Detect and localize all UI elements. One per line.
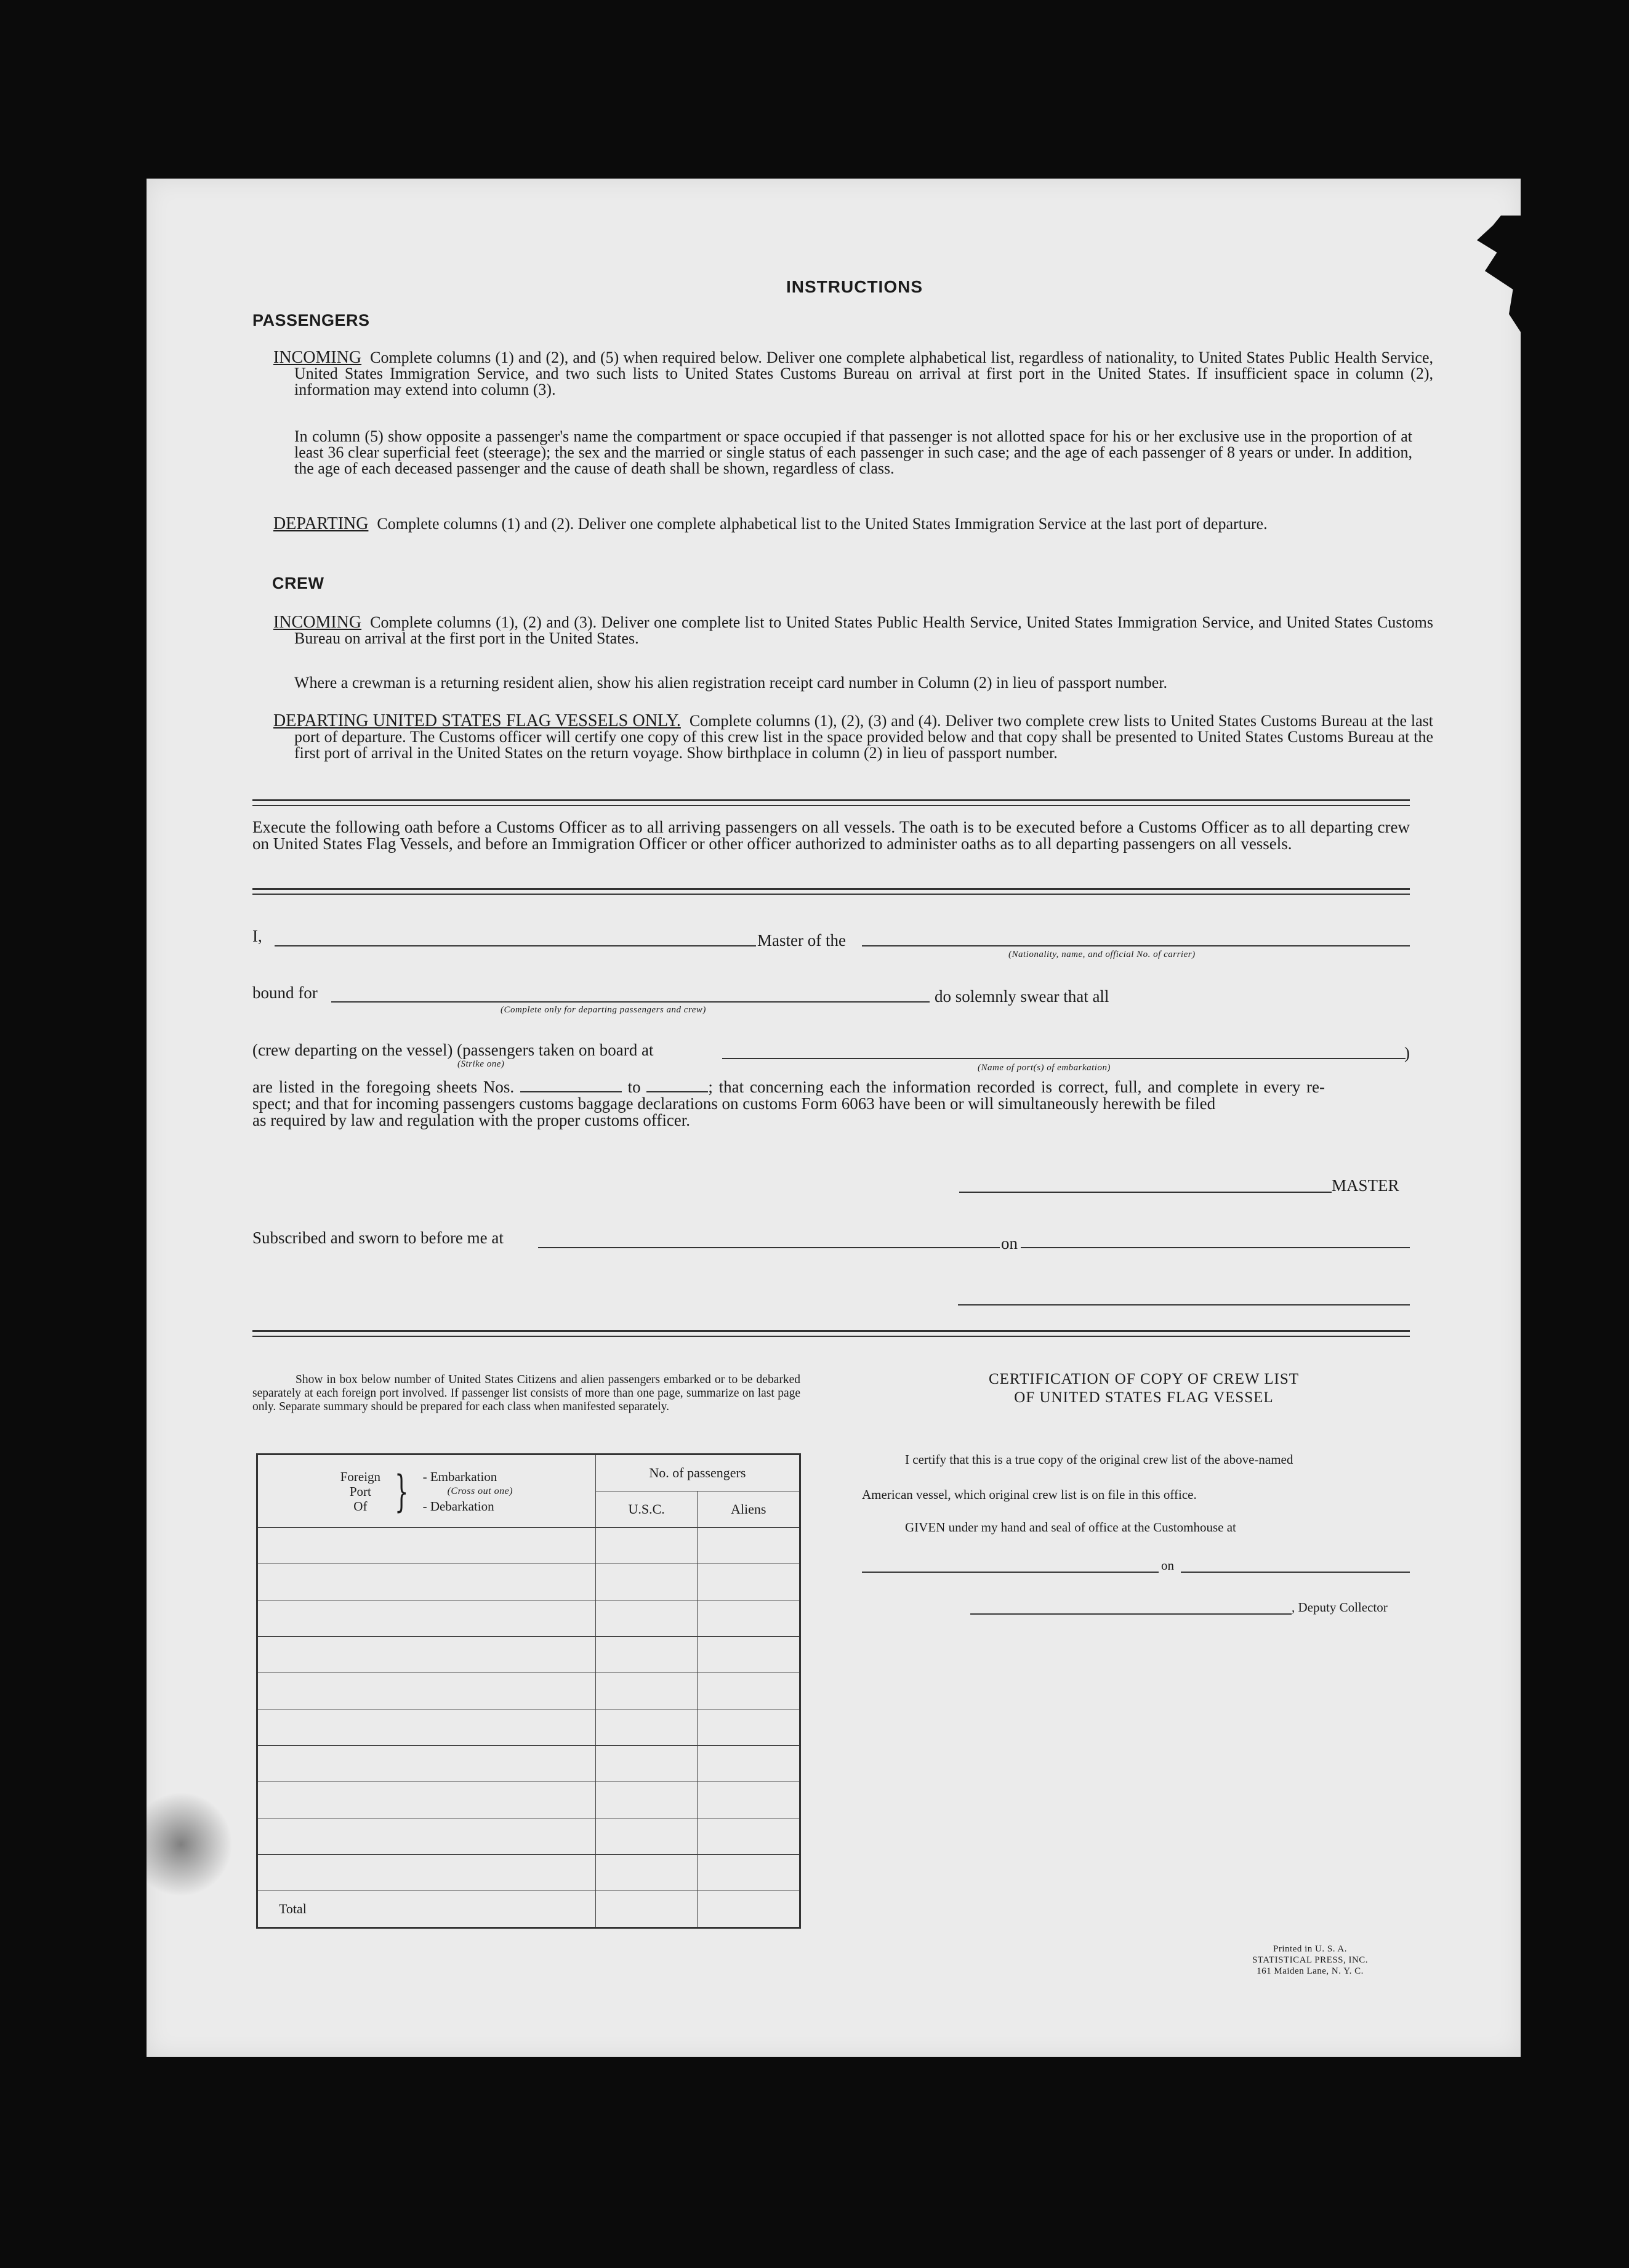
aliens-header: Aliens [698, 1491, 800, 1528]
sworn-date-field[interactable] [1021, 1247, 1410, 1248]
passengers-departing-paragraph [273, 516, 1433, 532]
certification-title-line1: CERTIFICATION OF COPY OF CREW LIST [988, 1371, 1300, 1387]
passengers-incoming-label: INCOMING [273, 348, 362, 367]
of-label: Of [353, 1498, 368, 1514]
officer-signature-field[interactable] [958, 1304, 1410, 1306]
table-header-row [257, 1455, 800, 1491]
oath-i-label: I, [252, 927, 262, 945]
bound-for-hint: (Complete only for departing passengers and crew) [501, 1005, 706, 1015]
sheet-to-field[interactable] [646, 1091, 708, 1092]
crew-incoming-text: Complete columns (1), (2) and (3). Deliver one complete list to United States Public Health Service, United States Immigration Service, and United States Customs Bureau on arrival at the first port in the United States. [294, 613, 1433, 647]
foreign-port-header [257, 1455, 596, 1528]
swear-text: do solemnly swear that all [935, 987, 1109, 1006]
instructions-title: INSTRUCTIONS [786, 277, 923, 296]
crew-departing-label: DEPARTING UNITED STATES FLAG VESSELS ONLY. [273, 711, 681, 730]
printer-line1: Printed in U. S. A. [1273, 1944, 1347, 1954]
table-row[interactable] [257, 1746, 800, 1782]
nationality-hint: (Nationality, name, and official No. of carrier) [1008, 950, 1196, 959]
crew-heading: CREW [272, 574, 324, 592]
master-signature-field[interactable] [959, 1192, 1332, 1193]
debarkation-label: - Debarkation [422, 1498, 494, 1514]
sworn-on-label: on [1001, 1234, 1018, 1253]
given-text: GIVEN under my hand and seal of office at the Customhouse at [905, 1520, 1236, 1535]
sheet-from-field[interactable] [520, 1091, 622, 1092]
cert-on-label: on [1161, 1558, 1174, 1573]
american-vessel-text: American vessel, which original crew list is on file in this office. [862, 1487, 1197, 1502]
crew-incoming-paragraph [273, 615, 1433, 647]
table-row[interactable] [257, 1855, 800, 1891]
section-divider [252, 888, 1410, 895]
cross-out-hint: (Cross out one) [447, 1485, 513, 1496]
deputy-collector-label: , Deputy Collector [1292, 1600, 1388, 1615]
section-divider [252, 1330, 1410, 1337]
crew-departing-paragraph [273, 713, 1433, 761]
passengers-departing-label: DEPARTING [273, 514, 369, 533]
crew-incoming-label: INCOMING [273, 613, 362, 632]
close-paren: ) [1404, 1044, 1410, 1062]
section-divider [252, 799, 1410, 806]
certification-title-line2: OF UNITED STATES FLAG VESSEL [1014, 1389, 1274, 1406]
sworn-place-field[interactable] [538, 1247, 1000, 1248]
embarkation-hint: (Name of port(s) of embarkation) [978, 1063, 1111, 1073]
strike-one-hint: (Strike one) [457, 1059, 505, 1069]
crew-departing-option[interactable]: (crew departing on the vessel) [252, 1041, 453, 1059]
form-sheet [147, 179, 1521, 2057]
deputy-collector-signature-field[interactable] [970, 1613, 1292, 1615]
passengers-incoming-text: Complete columns (1) and (2), and (5) when required below. Deliver one complete alphabetical list, regardless of nationality, to United States Public Health Service, United States Immigration Service, and two such lists to United States Customs Bureau on arrival at first port in the United States. If insufficient space in column (2), information may extend into column (3). [294, 349, 1433, 398]
crew-passengers-line [252, 1041, 654, 1060]
embarkation-label: - Embarkation [422, 1469, 497, 1484]
table-row[interactable] [257, 1818, 800, 1855]
passengers-heading: PASSENGERS [252, 311, 370, 329]
total-row[interactable] [257, 1891, 800, 1928]
table-row[interactable] [257, 1782, 800, 1818]
oath-line-3: as required by law and regulation with the proper customs officer. [252, 1111, 691, 1129]
port-label: Port [349, 1483, 371, 1499]
master-label: MASTER [1332, 1176, 1399, 1195]
listed-prefix: are listed in the foregoing sheets Nos. [252, 1078, 515, 1096]
printer-imprint [1218, 1943, 1402, 1977]
table-row[interactable] [257, 1637, 800, 1673]
customhouse-field[interactable] [862, 1572, 1159, 1573]
to-label: to [627, 1078, 641, 1096]
brace-icon: } [395, 1466, 409, 1517]
oath-instruction: Execute the following oath before a Customs Officer as to all arriving passengers on all vessels. The oath is to be executed before a Customs Officer as to all departing crew on United States Flag Vessels, and before an Immigration Officer or other officer authorized to administer oaths as to all departing passengers on all vessels. [252, 818, 1410, 853]
listed-sentence [252, 1079, 1410, 1129]
master-name-field[interactable] [275, 945, 756, 946]
resident-alien-paragraph: Where a crewman is a returning resident alien, show his alien registration receipt card number in Column (2) in lieu of passport number. [294, 674, 1168, 692]
listed-suffix: ; that concerning each the information recorded is correct, full, and complete in every re- [708, 1078, 1325, 1096]
carrier-field[interactable] [862, 945, 1410, 946]
bound-for-label: bound for [252, 983, 318, 1002]
table-row[interactable] [257, 1564, 800, 1600]
passengers-departing-text: Complete columns (1) and (2). Deliver one complete alphabetical list to the United States Immigration Service at the last port of departure. [377, 515, 1268, 533]
master-of-the-label: Master of the [757, 931, 846, 950]
certify-text: I certify that this is a true copy of the original crew list of the above-named [905, 1452, 1293, 1467]
torn-corner [1453, 216, 1533, 339]
cert-date-field[interactable] [1181, 1572, 1410, 1573]
ink-smudge [147, 1792, 233, 1897]
column5-paragraph: In column (5) show opposite a passenger's name the compartment or space occupied if that passenger is not allotted space for his or her exclusive use in the proportion of at least 36 clear superficial feet (steerage); the sex and the married or single status of each passenger in such case; and the age of each passenger of 8 years or under. In addition, the age of each deceased passenger and the cause of death shall be shown, regardless of class. [294, 427, 1412, 477]
certification-title [910, 1370, 1378, 1407]
foreign-label: Foreign [340, 1469, 381, 1484]
table-row[interactable] [257, 1673, 800, 1709]
printer-line3: 161 Maiden Lane, N. Y. C. [1257, 1966, 1364, 1976]
total-label: Total [257, 1891, 596, 1928]
bound-for-field[interactable] [331, 1001, 930, 1003]
oath-line-2: spect; and that for incoming passengers customs baggage declarations on customs Form 6063 have been or will simultaneously herewith be filed [252, 1094, 1216, 1113]
passengers-incoming-paragraph [273, 350, 1433, 398]
table-row[interactable] [257, 1528, 800, 1564]
subscribed-label: Subscribed and sworn to before me at [252, 1229, 504, 1247]
summary-instructions: Show in box below number of United States Citizens and alien passengers embarked or to be debarked separately at each foreign port involved. If passenger list consists of more than one page, summarize on last page only. Separate summary should be prepared for each class when manifested separately. [252, 1373, 800, 1413]
passengers-taken-option[interactable]: (passengers taken on board at [457, 1041, 654, 1059]
no-of-passengers-header: No. of passengers [595, 1455, 800, 1491]
printer-line2: STATISTICAL PRESS, INC. [1252, 1955, 1369, 1965]
table-row[interactable] [257, 1600, 800, 1637]
usc-header: U.S.C. [595, 1491, 698, 1528]
embarkation-port-field[interactable] [722, 1058, 1406, 1059]
table-row[interactable] [257, 1709, 800, 1746]
crew-departing-text: Complete columns (1), (2), (3) and (4). Deliver two complete crew lists to United States Customs Bureau at the last port of departure. The Customs officer will certify one copy of this crew list in the space provided below and that copy shall be presented to United States Customs Bureau at the first port of arrival in the United States on the return voyage. Show birthplace in column (2) in lieu of passport number. [294, 712, 1433, 762]
passenger-summary-table [256, 1453, 801, 1929]
